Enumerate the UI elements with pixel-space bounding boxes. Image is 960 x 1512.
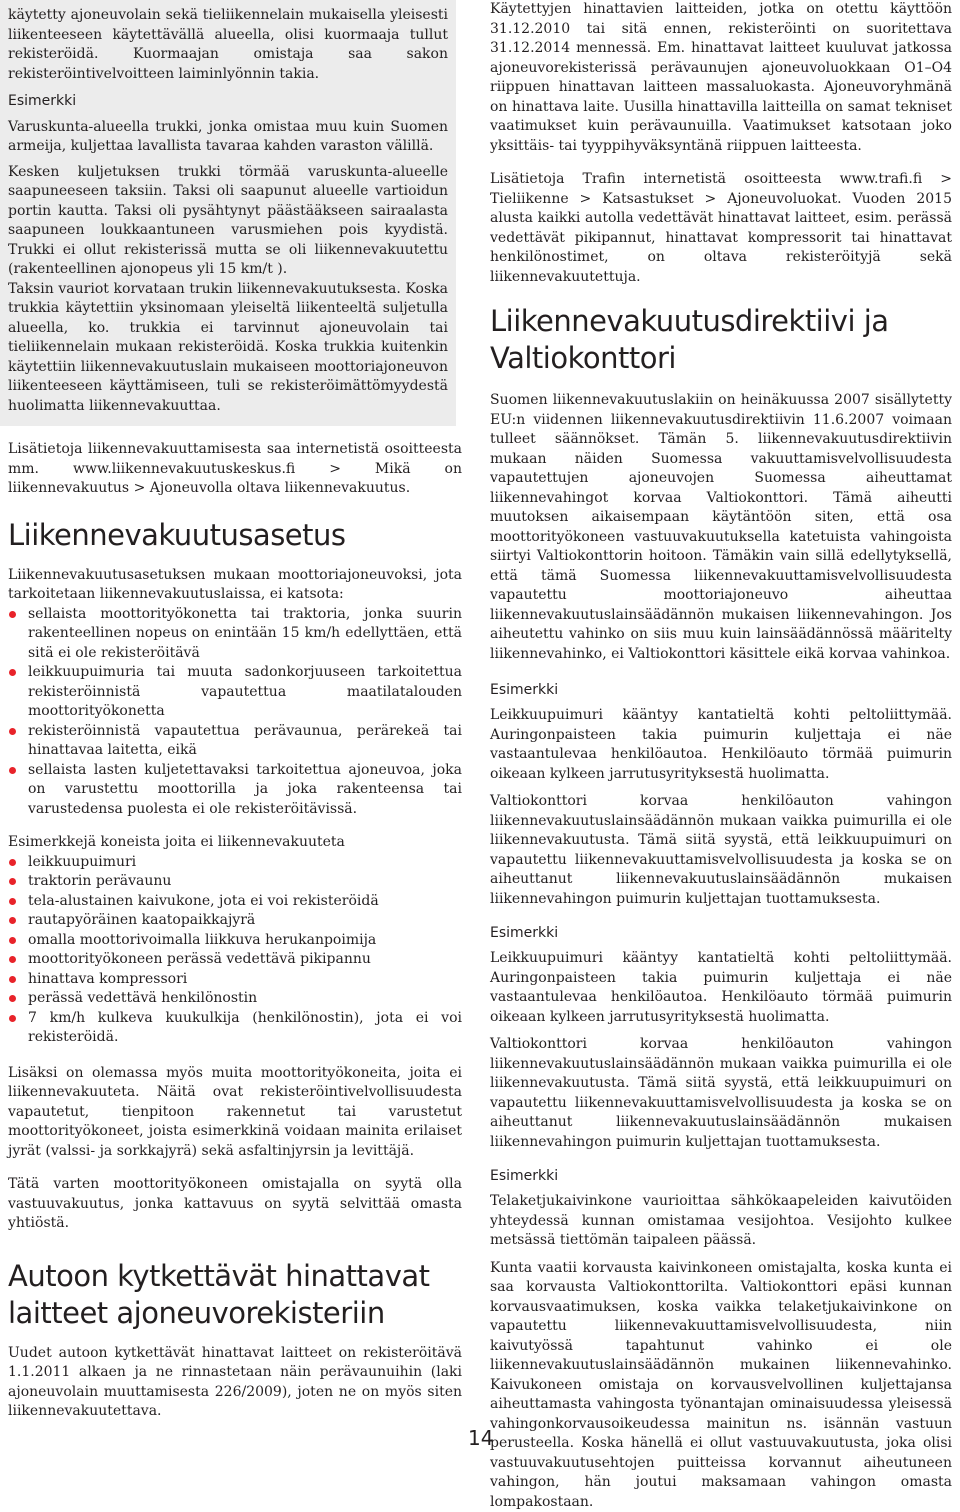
examples-list	[8, 853, 462, 1048]
list-item: leikkuupuimuri	[8, 853, 462, 873]
list-item: leikkuupuimuria tai muuta sadonkorjuuseen tarkoitettua rekisteröinnistä vapautettua maatilatalouden moottorityökonetta	[8, 663, 462, 722]
paragraph-trafi: Lisätietoja Trafin internetistä osoitteesta www.trafi.fi > Tieliikenne > Katsastukset > Ajoneuvoluokat. Vuoden 2015 alusta kaikki autolla vedettävät hinattavat laitteet, esim. perässä vedettävät pikipannut, hinattavat kompressorit tai hinattavat henkilönostimet, on oltava rekisteröityjä sekä liikennevakuutettuja.	[490, 170, 952, 287]
list-item: hinattava kompressori	[8, 970, 462, 990]
left-column	[0, 0, 472, 1422]
heading-liikennevakuutusasetus: Liikennevakuutusasetus	[8, 517, 462, 554]
list-item: 7 km/h kulkeva kuukulkija (henkilönostin), jota ei voi rekisteröidä.	[8, 1009, 462, 1048]
list-item: moottorityökoneen perässä vedettävä pikipannu	[8, 950, 462, 970]
page-number: 14	[468, 1426, 493, 1450]
paragraph-kaytetty: Käytettyjen hinattavien laitteiden, jotka on otettu käyttöön 31.12.2010 tai sitä ennen, rekisteröinti on suoritettava 31.12.2014 mennessä. Em. hinattavat laitteet kuuluvat jatkossa ajoneuvorekisterissä perävaunujen ajoneuvoluokkaan O1–O4 riippuen hinattavan laitteen massaluokasta. Ajoneuvoryhmänä on hinattava laite. Uusilla hinattavilla laitteilla on samat tekniset vaatimukset kuin perävaunuilla. Vaatimukset katsotaan joko yksittäis- tai tyyppihyväksyntänä riippuen laitteesta.	[490, 0, 952, 156]
heading-direktiivi: Liikennevakuutusdirektiivi ja Valtiokonttori	[490, 303, 952, 377]
box-example-p2: Kesken kuljetuksen trukki törmää varuskunta-alueelle saapuneeseen taksiin. Taksi oli saapunut alueelle vartioidun portin kautta. Taksi oli pysähtynyt päästääkseen sairaalasta saapuneen loukkaantuneen varusmiehen pois kyydistä. Trukki ei ollut rekisterissä mutta se oli liikennevakuutettu (rakenteellinen ajonopeus yli 15 km/t ).	[8, 163, 448, 280]
box-intro: käytetty ajoneuvolain sekä tieliikennelain mukaisella yleisesti liikenteeseen käytettävällä alueella, olisi kuormaaja tullut rekisteröidä. Kuormaajan omistaja saa sakon rekisteröintivelvoitteen laiminlyönnin takia.	[8, 6, 448, 84]
example-heading-2: Esimerkki	[490, 923, 952, 943]
example-2-p1: Leikkuupuimuri kääntyy kantatieltä kohti peltoliittymää. Auringonpaisteen takia puimurin kuljettaja ei näe vastaantulevaa henkilöautoa. Henkilöauto törmää puimurin oikeaan kylkeen jarrutusyrityksestä huolimatta.	[490, 949, 952, 1027]
list-item: traktorin perävaunu	[8, 872, 462, 892]
paragraph-direktiivi: Suomen liikennevakuutuslakiin on heinäkuussa 2007 sisällytetty EU:n viidennen liikennevakuutusdirektiivin 11.6.2007 voimaan tulleet säännökset. Tämän 5. liikennevakuutusdirektiivin mukaan näiden Suomessa vakuuttamisvelvollisuudesta vapautettujen ajoneuvojen Suomessa aiheuttamat liikennevahingot korvaa Valtiokonttori. Tämä aiheutti muutoksen aikaisempaan käytäntöön siten, että osa moottorityökoneen vastuuvakuutuksella katetuista vahingoista siirtyi Valtiokonttorin hoitoon. Tämäkin vain sillä edellytyksellä, että tämä Suomessa liikennevakuuttamisvelvollisuudesta vapautettu moottoriajoneuvo aiheuttaa liikennevakuutuslainsäädännön mukaisen liikennevahingon. Jos aiheutettu vahinko on siis muu kuin lainsäädännössä määritelty liikennevahinko, ei Valtiokonttori käsittele eikä korvaa vahinkoa.	[490, 391, 952, 664]
list-item: sellaista moottorityökonetta tai traktoria, jonka suurin rakenteellinen nopeus on enintään 15 km/h edellyttäen, että sitä ei ole rekisteröitävä	[8, 605, 462, 664]
example-heading-1: Esimerkki	[490, 680, 952, 700]
list-item: tela-alustainen kaivukone, jota ei voi rekisteröidä	[8, 892, 462, 912]
list-item: omalla moottorivoimalla liikkuva herukanpoimija	[8, 931, 462, 951]
example-box	[0, 0, 456, 426]
list-item: perässä vedettävä henkilönostin	[8, 989, 462, 1009]
heading-autoon: Autoon kytkettävät hinattavat laitteet ajoneuvorekisteriin	[8, 1258, 462, 1332]
asetus-list	[8, 605, 462, 820]
info-paragraph: Lisätietoja liikennevakuuttamisesta saa internetistä osoitteesta mm. www.liikennevakuutuskeskus.fi > Mikä on liikennevakuutus > Ajoneuvolla oltava liikennevakuutus.	[8, 440, 462, 499]
examples-intro: Esimerkkejä koneista joita ei liikennevakuuteta	[8, 833, 462, 853]
paragraph-lisaksi: Lisäksi on olemassa myös muita moottorityökoneita, joita ei liikennevakuuteta. Näitä ovat rekisteröintivelvollisuudesta vapautetut, tienpitoon rakennetut tai varustetut moottorityökoneet, joista esimerkkinä voidaan mainita erilaiset jyrät (valssi- ja sorkkajyrä) sekä asfaltinjyrsin ja levittäjä.	[8, 1064, 462, 1162]
list-item: rekisteröinnistä vapautettua perävaunua, perärekeä tai hinattavaa laitetta, eikä	[8, 722, 462, 761]
example-1-p1: Leikkuupuimuri kääntyy kantatieltä kohti peltoliittymää. Auringonpaisteen takia puimurin kuljettaja ei näe vastaantulevaa henkilöautoa. Henkilöauto törmää puimurin oikeaan kylkeen jarrutusyrityksestä huolimatta.	[490, 706, 952, 784]
example-3-p1: Telaketjukaivinkone vaurioittaa sähkökaapeleiden kaivutöiden yhteydessä kunnan omistamaa vesijohtoa. Vesijohto kulkee metsässä tiettömän taipaleen päässä.	[490, 1192, 952, 1251]
paragraph-tata: Tätä varten moottorityökoneen omistajalla on syytä olla vastuuvakuutus, jonka kattavuus on syytä selvittää omasta yhtiöstä.	[8, 1175, 462, 1234]
right-column	[490, 0, 952, 1512]
asetus-intro: Liikennevakuutusasetuksen mukaan moottoriajoneuvoksi, jota tarkoitetaan liikennevakuutuslaissa, ei katsota:	[8, 566, 462, 605]
example-2-p2: Valtiokonttori korvaa henkilöauton vahingon liikennevakuutuslainsäädännön mukaan vaikka puimurilla ei ole liikennevakuutusta. Tämä siitä syystä, että leikkuupuimuri on vapautettu liikennevakuuttamisvelvollisuudesta ja koska se on aiheuttanut liikennevakuutuslainsäädännön mukaisen liikennevahingon puimurin kuljettajan tuottamuksesta.	[490, 1035, 952, 1152]
paragraph-uudet: Uudet autoon kytkettävät hinattavat laitteet on rekisteröitävä 1.1.2011 alkaen ja ne rinnastetaan näin perävaunuihin (laki ajoneuvolain muuttamisesta 226/2009), joten ne on myös siten liikennevakuutettava.	[8, 1344, 462, 1422]
box-example-p1: Varuskunta-alueella trukki, jonka omistaa muu kuin Suomen armeija, kuljettaa lavallista tavaraa kahden varaston välillä.	[8, 118, 448, 157]
box-example-p3: Taksin vauriot korvataan trukin liikennevakuutuksesta. Koska trukkia käytettiin yksinomaan yleiseltä liikenteeltä suljetulla alueella, ko. trukkia ei tarvinnut ajoneuvolain tai tieliikennelain mukaan rekisteröidä. Koska trukkia kuitenkin käytettiin liikennevakuutuslain mukaiseen moottoriajoneuvon liikenteeseen käyttämiseen, tuli se rekisteröimättömyydestä huolimatta liikennevakuuttaa.	[8, 280, 448, 417]
example-heading-3: Esimerkki	[490, 1166, 952, 1186]
list-item: rautapyöräinen kaatopaikkajyrä	[8, 911, 462, 931]
list-item: sellaista lasten kuljetettavaksi tarkoitettua ajoneuvoa, joka on varustettu moottorilla ja joka rakenteensa tai varustedensa puolesta ei ole rekisteröitävissä.	[8, 761, 462, 820]
example-1-p2: Valtiokonttori korvaa henkilöauton vahingon liikennevakuutuslainsäädännön mukaan vaikka puimurilla ei ole liikennevakuutusta. Tämä siitä syystä, että leikkuupuimuri on vapautettu liikennevakuuttamisvelvollisuudesta ja koska se on aiheuttanut liikennevakuutuslainsäädännön mukaisen liikennevahingon puimurin kuljettajan tuottamuksesta.	[490, 792, 952, 909]
box-example-heading: Esimerkki	[8, 92, 448, 112]
example-3-p2: Kunta vaatii korvausta kaivinkoneen omistajalta, koska kunta ei saa korvausta Valtiokonttorilta. Valtiokonttori epäsi kunnan korvausvaatimuksen, koska vaikka telaketjukaivinkone on vapautettu liikennevakuuttamisvelvollisuudesta, niin kaivutyössä tapahtunut vahinko ei ole liikennevakuutuslainsäädännön mukainen liikennevahinko. Kaivukoneen omistaja on korvausvelvollinen kuljettajansa aiheuttamasta vahingosta työnantajan ominaisuudessa yleisessä vahingonkorvausoikeudessa mainitun ns. isännän vastuun perusteella. Koska hänellä ei ollut vastuuvakuutusta, joka olisi vastuuvakuutusehtojen puitteissa korvannut aiheutuneen vahingon, hän joutui maksamaan vahingon omasta lompakostaan.	[490, 1259, 952, 1512]
